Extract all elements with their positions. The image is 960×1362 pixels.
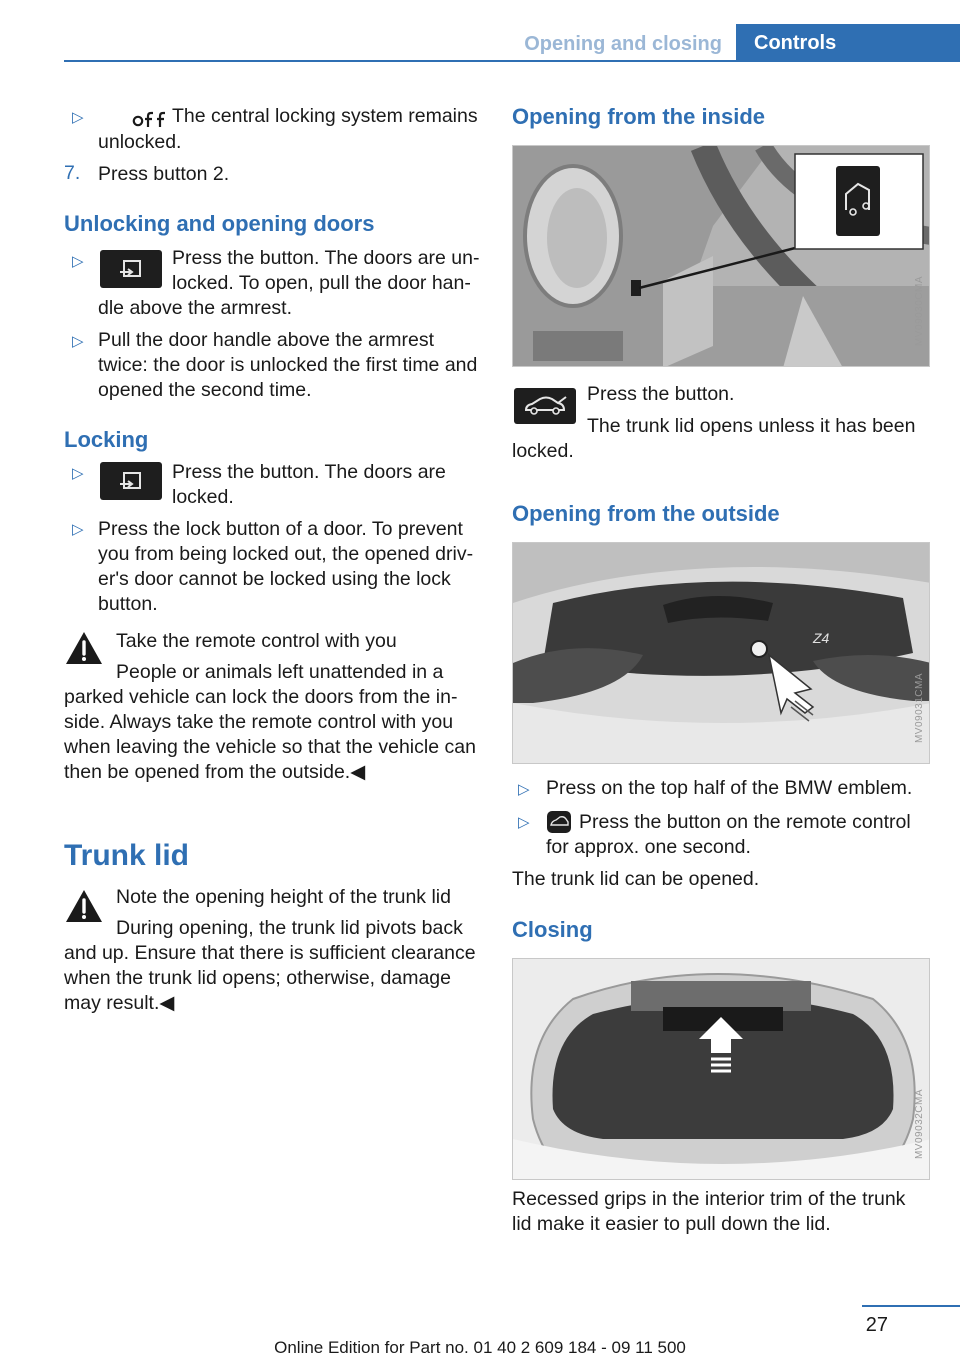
warning-1-title: Take the remote control with you xyxy=(116,630,397,652)
bullet-marker: ▷ xyxy=(518,814,530,831)
exterior-trunk-emblem-photo xyxy=(512,542,930,764)
bullet-marker: ▷ xyxy=(72,333,84,350)
opening-outside-heading: Opening from the outside xyxy=(512,501,780,526)
header-rule xyxy=(64,60,960,62)
bullet-marker: ▷ xyxy=(72,465,84,482)
edition-footer: Online Edition for Part no. 01 40 2 609 184 - 09 11 500 xyxy=(274,1338,686,1357)
closing-line-1: Recessed grips in the interior trim of the trunk xyxy=(512,1188,906,1210)
step-number: 7. xyxy=(64,162,81,184)
warning-1-line-1: People or animals left unattended in a xyxy=(116,661,444,683)
warning-2-line-3: when the trunk lid opens; otherwise, damage xyxy=(64,967,451,989)
warning-triangle-icon xyxy=(64,888,104,929)
off-icon xyxy=(132,111,166,132)
inside-line-3: locked. xyxy=(512,440,574,462)
off-item-text-2: unlocked. xyxy=(98,131,182,153)
trunk-lid-heading: Trunk lid xyxy=(64,839,190,872)
lock-bullet-2-line-4: button. xyxy=(98,593,158,615)
warning-2-line-2: and up. Ensure that there is sufficient clearance xyxy=(64,942,476,964)
unlock-bullet-1-line-3: dle above the armrest. xyxy=(98,297,293,319)
unlock-bullet-1-line-1: Press the button. The doors are un- xyxy=(172,247,480,269)
unlock-button-icon xyxy=(100,250,162,288)
warning-1-line-4: when leaving the vehicle so that the vehicle can xyxy=(64,736,476,758)
interior-trunk-button-photo xyxy=(512,145,930,367)
lock-bullet-2-line-2: you from being locked out, the opened driv- xyxy=(98,543,474,565)
lock-bullet-2-line-1: Press the lock button of a door. To prevent xyxy=(98,518,463,540)
image-code-1: MV09030CMA xyxy=(914,276,925,347)
bullet-marker: ▷ xyxy=(518,781,530,798)
unlock-bullet-1-line-2: locked. To open, pull the door han- xyxy=(172,272,471,294)
bullet-marker: ▷ xyxy=(72,253,84,270)
opening-inside-heading: Opening from the inside xyxy=(512,104,766,129)
image-code-2: MV09031CMA xyxy=(914,673,925,744)
warning-triangle-icon xyxy=(64,630,104,671)
off-item-text-1: The central locking system remains xyxy=(172,105,478,127)
closing-line-2: lid make it easier to pull down the lid. xyxy=(512,1213,831,1235)
step-7-text: Press button 2. xyxy=(98,163,230,185)
lock-bullet-2-line-3: er's door cannot be locked using the lock xyxy=(98,568,451,590)
trunk-lid-interior-photo xyxy=(512,958,930,1180)
warning-1-line-2: parked vehicle can lock the doors from the in- xyxy=(64,686,458,708)
unlocking-heading: Unlocking and opening doors xyxy=(64,211,375,236)
image-code-3: MV09032CMA xyxy=(914,1089,925,1160)
bullet-marker: ▷ xyxy=(72,109,84,126)
lock-bullet-1-line-2: locked. xyxy=(172,486,234,508)
warning-2-title: Note the opening height of the trunk lid xyxy=(116,886,451,908)
unlock-bullet-2-line-1: Pull the door handle above the armrest xyxy=(98,329,435,351)
unlock-bullet-2-line-3: opened the second time. xyxy=(98,379,312,401)
header-section-title: Opening and closing xyxy=(524,33,722,55)
lock-button-icon xyxy=(100,462,162,500)
closing-heading: Closing xyxy=(512,917,593,942)
warning-1-line-5: then be opened from the outside.◀ xyxy=(64,761,366,783)
lock-bullet-1-line-1: Press the button. The doors are xyxy=(172,461,446,483)
page-number: 27 xyxy=(865,1314,888,1336)
outside-bullet-2-line-1: Press the button on the remote control xyxy=(579,811,911,833)
warning-2-line-4: may result.◀ xyxy=(64,992,175,1014)
inside-line-2: The trunk lid opens unless it has been xyxy=(587,415,916,437)
remote-trunk-key-icon xyxy=(546,810,572,834)
z4-badge: Z4 xyxy=(813,630,830,646)
warning-2-line-1: During opening, the trunk lid pivots back xyxy=(116,917,463,939)
unlock-bullet-2-line-2: twice: the door is unlocked the first time and xyxy=(98,354,478,376)
inside-line-1: Press the button. xyxy=(587,383,735,405)
trunk-button-icon xyxy=(514,388,576,424)
footer-rule xyxy=(862,1305,960,1307)
warning-1-line-3: side. Always take the remote control with you xyxy=(64,711,454,733)
bullet-marker: ▷ xyxy=(72,521,84,538)
header-tab-controls: Controls xyxy=(736,24,960,62)
outside-bullet-2-line-2: for approx. one second. xyxy=(546,836,751,858)
outside-result: The trunk lid can be opened. xyxy=(512,868,760,890)
outside-bullet-1: Press on the top half of the BMW emblem. xyxy=(546,777,913,799)
locking-heading: Locking xyxy=(64,427,149,452)
